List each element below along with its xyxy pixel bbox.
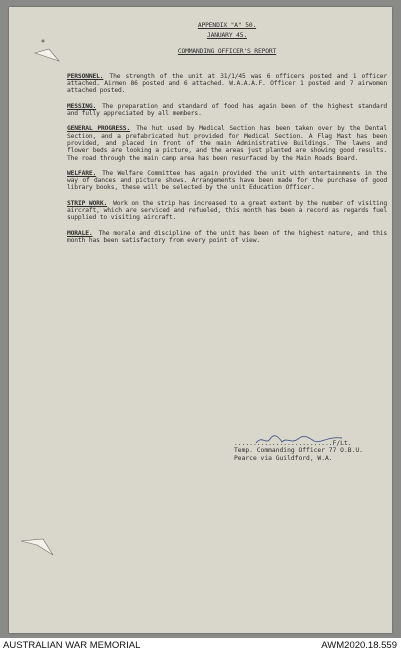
section-heading: WELFARE. (67, 169, 97, 177)
handwritten-signature (254, 433, 344, 447)
signature-rank: F/Lt. (332, 440, 352, 447)
section-text: Work on the strip has increased to a great extent by the number of visiting aircraft, which are serviced and refueled, this month has been a record as regards fuel supplied to visiting aircraft. (67, 199, 387, 222)
section-heading: MESSING. (67, 102, 97, 110)
signature-title: Temp. Commanding Officer 77 O.B.U. (234, 447, 363, 455)
section-general-progress (67, 125, 387, 161)
signature-location: Pearce via Guildford, W.A. (234, 454, 333, 462)
section-text: The preparation and standard of food has again been of the highest standard and fully appreciated by all members. (67, 102, 387, 118)
section-welfare (67, 170, 387, 192)
section-personnel (67, 73, 387, 95)
signature-block (234, 440, 363, 462)
signature-dots: .......................... (234, 440, 333, 447)
month-heading: JANUARY 45. (206, 32, 248, 40)
section-text: The Welfare Committee has again provided the unit with entertainments in the way of dances and picture shows. Arrangements have been made for the purchase of good library books, these will be selected by the unit Education Officer. (67, 169, 387, 192)
section-text: The strength of the unit at 31/1/45 was 6 officers posted and 1 officer attached. Airmen 86 posted and 6 attached. W.A.A.A.F. Officer 1 posted and 7 airwomen attached posted. (67, 72, 387, 95)
section-text: The morale and discipline of the unit has been of the highest nature, and this month has been satisfactory from every point of view. (67, 229, 387, 244)
staple-mark-icon (33, 39, 63, 69)
section-heading: GENERAL PROGRESS. (67, 125, 131, 133)
section-heading: PERSONNEL. (67, 72, 104, 80)
document-page (9, 7, 392, 633)
section-morale (67, 230, 387, 245)
archive-footer (0, 638, 401, 653)
report-title: COMMANDING OFFICER'S REPORT (177, 47, 277, 55)
appendix-heading: APPENDIX "A" 50. (197, 22, 257, 29)
archive-name: AUSTRALIAN WAR MEMORIAL (3, 640, 141, 651)
tear-mark-icon (19, 533, 55, 559)
section-text: The hut used by Medical Section has been taken over by the Dental Section, and a prefabricated hut provided for Medical Section. A Flag Mast has been provided, and placed in front of the main Administrative Buildings. The lawns and flower beds are looking a picture, and the areas just planted are showing good results. The road through the main camp area has been resurfaced by the Main Roads Board. (67, 125, 387, 162)
section-messing (67, 103, 387, 118)
report-body (67, 18, 387, 252)
section-heading: STRIP WORK. (67, 199, 108, 207)
archive-reference: AWM2020.18.559 (321, 640, 397, 651)
section-heading: MORALE. (67, 229, 93, 237)
section-strip-work (67, 200, 387, 222)
